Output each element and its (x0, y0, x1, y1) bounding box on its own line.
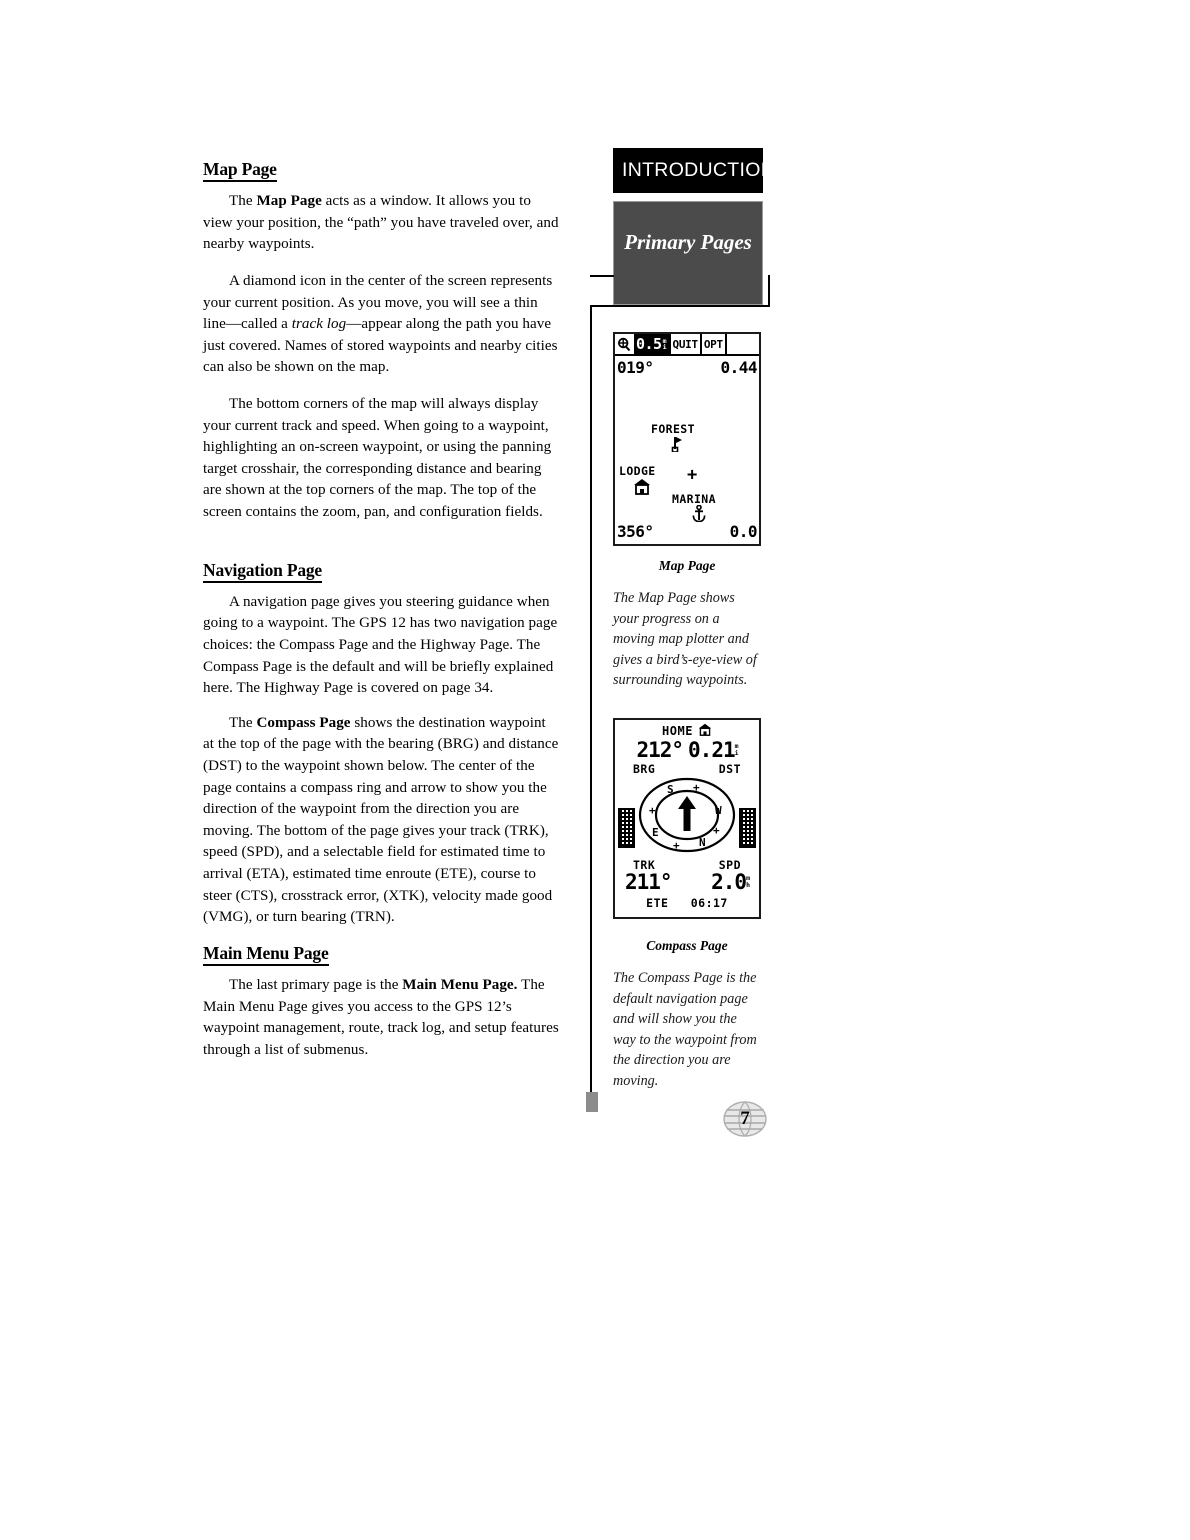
compass-spd-label: SPD (718, 858, 741, 872)
section-subheader-box (613, 201, 763, 305)
compass-trk-spd-values (619, 870, 755, 897)
up-arrow-icon (678, 796, 696, 831)
run-text: —appear along the path you have just covered. Names of stored waypoints and nearby cities can also be shown on the map. (203, 316, 558, 376)
compass-brg-value: 212° (636, 738, 684, 762)
compass-spd-value: 2.0 (711, 870, 747, 894)
run-bold: Compass Page (256, 714, 351, 731)
svg-text:+: + (649, 804, 656, 817)
rule-sidebar-top (590, 305, 770, 307)
map-bottom-readouts (617, 522, 757, 541)
compass-cdi-bar-left (618, 808, 635, 848)
compass-trk-label: TRK (633, 858, 656, 872)
rule-left-connector (590, 275, 614, 277)
figure-title-compass-page: Compass Page (646, 938, 728, 953)
run-text: A navigation page gives you steering guidance when going to a waypoint. The GPS 12 has two navigation page choices: the Compass Page and the Highway Page. The Compass Page is the default and will be briefly explained here. The Highway Page is covered on page 34. (203, 593, 558, 697)
rule-right-vertical (768, 275, 770, 307)
run-bold: Main Menu Page. (402, 976, 518, 993)
run-text: The last primary page is the (229, 976, 403, 993)
map-page-screenshot (613, 332, 761, 546)
unit-top: m (662, 336, 667, 345)
run-text: The (229, 193, 257, 210)
run-text: acts as a window. It allows you to view your position, the “path” you have traveled over, and nearby waypoints. (203, 193, 559, 253)
run-text: shows the destination waypoint at the top of the page with the bearing (BRG) and distance (DST) to the waypoint shown below. The center of the page contains a compass ring and arrow to show you the direction of the waypoint from the direction you are moving. The bottom of the page gives your track (TRK), speed (SPD), and a selectable field for estimated time to arrival (ETA), estimated time enroute (ETE), course to steer (CTS), crosstrack error, (XTK), velocity made good (VMG), or turn bearing (TRN). (203, 714, 559, 926)
compass-brg-label: BRG (633, 762, 656, 776)
compass-ete-row[interactable] (615, 896, 759, 910)
map-top-bearing: 019° (617, 358, 654, 377)
svg-text:+: + (693, 781, 700, 794)
map-top-readouts (617, 358, 757, 377)
map-waypoint-label-marina[interactable]: MARINA (672, 492, 716, 506)
map-zoom-scale-value[interactable]: 0.5 (636, 335, 662, 353)
unit-bottom: i (734, 748, 738, 757)
map-bottom-track: 356° (617, 522, 654, 541)
flag-icon (670, 436, 684, 456)
section-header-bar (613, 148, 776, 193)
map-waypoint-label-lodge[interactable]: LODGE (619, 464, 656, 478)
page-edge-tab (586, 1092, 598, 1112)
heading-navigation-page: Navigation Page (203, 561, 322, 583)
page-number: 7 (740, 1108, 750, 1129)
compass-page-screenshot (613, 718, 761, 919)
compass-dst-value: 0.21 (688, 738, 735, 762)
unit-bottom: h (746, 880, 749, 889)
compass-dst-label: DST (718, 762, 741, 776)
svg-text:+: + (713, 824, 720, 837)
compass-spd-unit (746, 875, 749, 888)
run-text: The Main Menu Page gives you access to the GPS 12’s waypoint management, route, track log, and setup features through a list of submenus. (203, 976, 559, 1058)
map-bottom-speed: 0.0 (729, 522, 757, 541)
house-icon (698, 723, 712, 739)
svg-text:E: E (652, 826, 659, 839)
map-crosshair-icon: + (687, 465, 698, 485)
compass-ete-label: ETE (646, 896, 669, 910)
svg-text:W: W (715, 804, 722, 817)
run-bold: Map Page (256, 193, 322, 210)
compass-dst-unit (735, 743, 738, 756)
divider (725, 334, 727, 354)
compass-ring (635, 776, 739, 858)
run-text: The (229, 714, 257, 731)
compass-destination-row (615, 723, 759, 739)
compass-destination-name[interactable]: HOME (662, 724, 693, 738)
run-italic: track log (291, 316, 347, 333)
compass-brg-dst-values (619, 738, 755, 765)
map-waypoint-label-forest[interactable]: FOREST (651, 422, 695, 436)
svg-text:+: + (673, 839, 680, 852)
house-icon (633, 478, 651, 499)
map-quit-button[interactable]: QUIT (672, 337, 698, 351)
section-subheader-label: Primary Pages (624, 230, 752, 254)
figure-caption-map-page: The Map Page shows your progress on a moving map plotter and gives a bird’s-eye-view of surrounding waypoints. (613, 590, 757, 688)
rule-column-divider (590, 305, 592, 1100)
map-top-distance: 0.44 (720, 358, 757, 377)
unit-top: m (746, 874, 749, 882)
run-text: The bottom corners of the map will always display your current track and speed. When going to a waypoint, highlighting an on-screen waypoint, or using the panning target crosshair, the corresponding distance and bearing are shown at the top corners of the map. The top of the screen contains the zoom, pan, and configuration fields. (203, 396, 552, 520)
compass-cdi-bar-right (739, 808, 756, 848)
figure-caption-compass-page: The Compass Page is the default navigation page and will show you the way to the waypoint from the direction you are moving. (613, 970, 757, 1089)
unit-top: m (734, 742, 738, 750)
run-text: A diamond icon in the center of the screen represents your current position. As you move, you will see a thin line—called a (203, 273, 553, 333)
unit-bottom: i (662, 343, 667, 351)
page-number-badge (722, 1096, 768, 1142)
compass-ete-value: 06:17 (690, 896, 728, 910)
magnifier-icon[interactable] (615, 334, 634, 354)
map-opt-button[interactable]: OPT (703, 337, 723, 351)
svg-text:S: S (667, 783, 674, 796)
section-header-label: INTRODUCTION (622, 159, 776, 181)
compass-trk-value: 211° (625, 870, 672, 894)
figure-title-map-page: Map Page (658, 558, 716, 573)
compass-brg-dst-labels (619, 762, 755, 776)
heading-map-page: Map Page (203, 160, 277, 182)
heading-main-menu-page: Main Menu Page (203, 944, 329, 966)
svg-text:N: N (699, 836, 706, 849)
map-topbar (615, 334, 759, 356)
